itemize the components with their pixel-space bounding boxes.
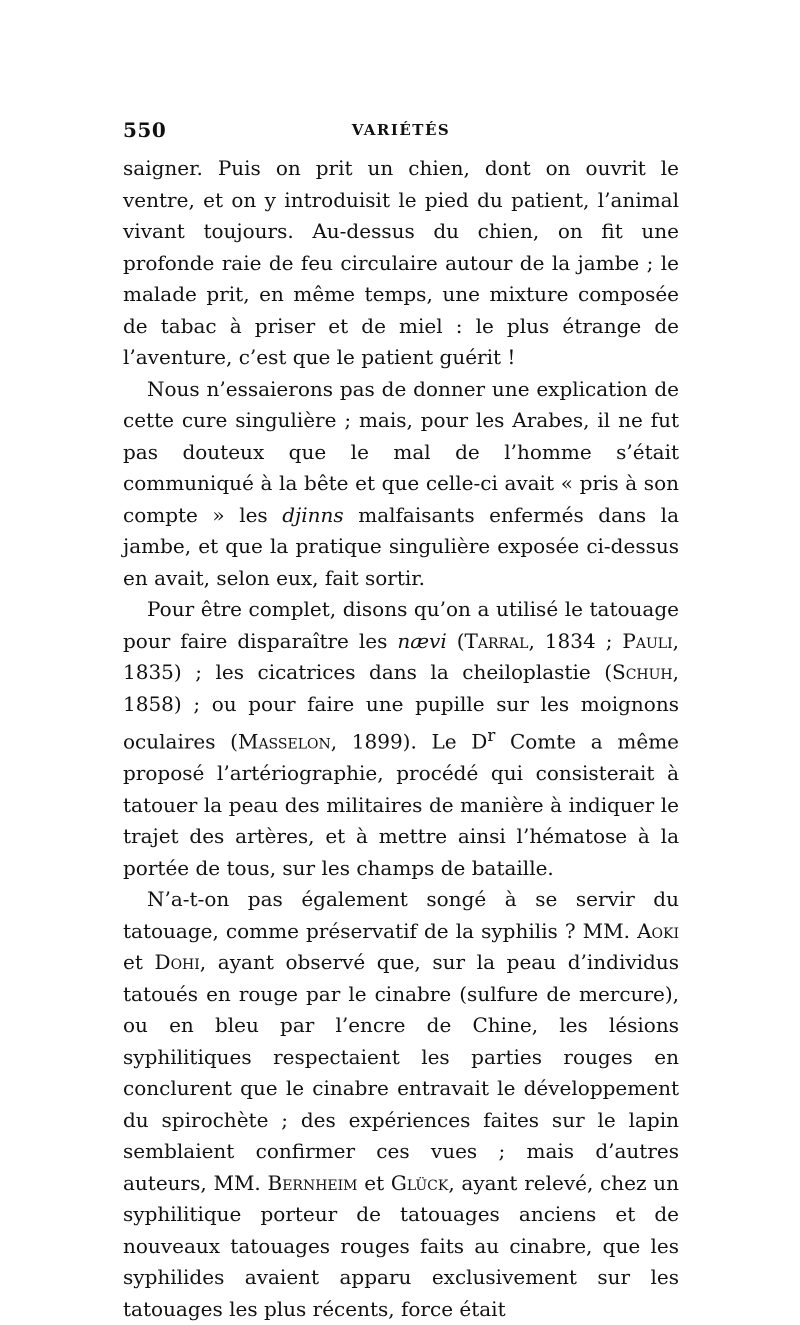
author-name: Schuh [612, 660, 673, 684]
superscript: r [487, 726, 496, 745]
text-run: , 1834 ; [528, 628, 623, 653]
text-run: Nous n’essaierons pas de donner une explication de cette cure singulière ; mais, pour les Arabes, il ne fut pas douteux que le mal de l’homme s’était communiqué à la bête et que celle-ci avait « pris à son compte » les [123, 376, 679, 527]
paragraph [123, 884, 679, 1325]
text-run: , 1835) ; les cicatrices dans la cheiloplastie ( [123, 628, 679, 684]
author-name: Masselon [237, 729, 331, 754]
paragraph [123, 153, 679, 374]
text-run: Comte a même proposé l’artériographie, procédé qui consisterait à tatouer la peau des militaires de manière à indiquer le trajet des artères, et à mettre ainsi l’hématose à la portée de tous, sur les champs de bataille. [123, 729, 680, 880]
author-name: Pauli [622, 628, 673, 653]
text-run: , ayant observé que, sur la peau d’individus tatoués en rouge par le cinabre (sulfure de mercure), ou en bleu par l’encre de Chine, les lésions syphilitiques respectaient les parties rouges en conclurent que le cinabre entravait le développement du spirochète ; des expériences faites sur le lapin semblaient confirmer ces vues ; mais d’autres auteurs, MM. [123, 950, 680, 1195]
text-run: et [357, 1170, 391, 1195]
author-name: Aoki [637, 918, 679, 943]
author-name: Bernheim [267, 1170, 358, 1195]
page-number: 550 [123, 118, 167, 142]
running-title: VARIÉTÉS [351, 121, 451, 139]
author-name: Tarral [464, 628, 529, 653]
text-run: , 1899). Le D [330, 729, 488, 754]
text-run: N’a-t-on pas également songé à se servir du tatouage, comme préservatif de la syphilis ? MM. [123, 887, 679, 943]
author-name: Dohi [154, 950, 200, 975]
text-run: , ayant relevé, chez un syphilitique porteur de tatouages anciens et de nouveaux tatouages rouges faits au cinabre, que les syphilides avaient apparu exclusivement sur les tatouages les plus récents, force était [123, 1170, 679, 1321]
running-head [123, 118, 679, 142]
text-run: Pour être complet, disons qu’on a utilisé le tatouage pour faire disparaître les [123, 597, 679, 653]
text-run: ( [446, 628, 465, 653]
text-run: saigner. Puis on prit un chien, dont on ouvrit le ventre, et on y introduisit le pied du patient, l’animal vivant toujours. Au-dessus du chien, on fit une profonde raie de feu circulaire autour de la jambe ; le malade prit, en même temps, une mixture composée de tabac à priser et de miel : le plus étrange de l’aventure, c’est que le patient guérit ! [123, 156, 679, 369]
author-name: Glück [390, 1170, 449, 1195]
text-run: malfaisants enfermés dans la jambe, et que la pratique singulière exposée ci-dessus en avait, selon eux, fait sortir. [123, 502, 680, 590]
text-run: , 1858) ; ou pour faire une pupille sur les moignons oculaires ( [123, 660, 679, 754]
text-run: et [123, 950, 155, 975]
paragraph [123, 594, 679, 884]
italic-term: nævi [397, 628, 447, 653]
italic-term: djinns [282, 502, 344, 527]
paragraph [123, 374, 679, 595]
body-text [123, 153, 679, 1325]
